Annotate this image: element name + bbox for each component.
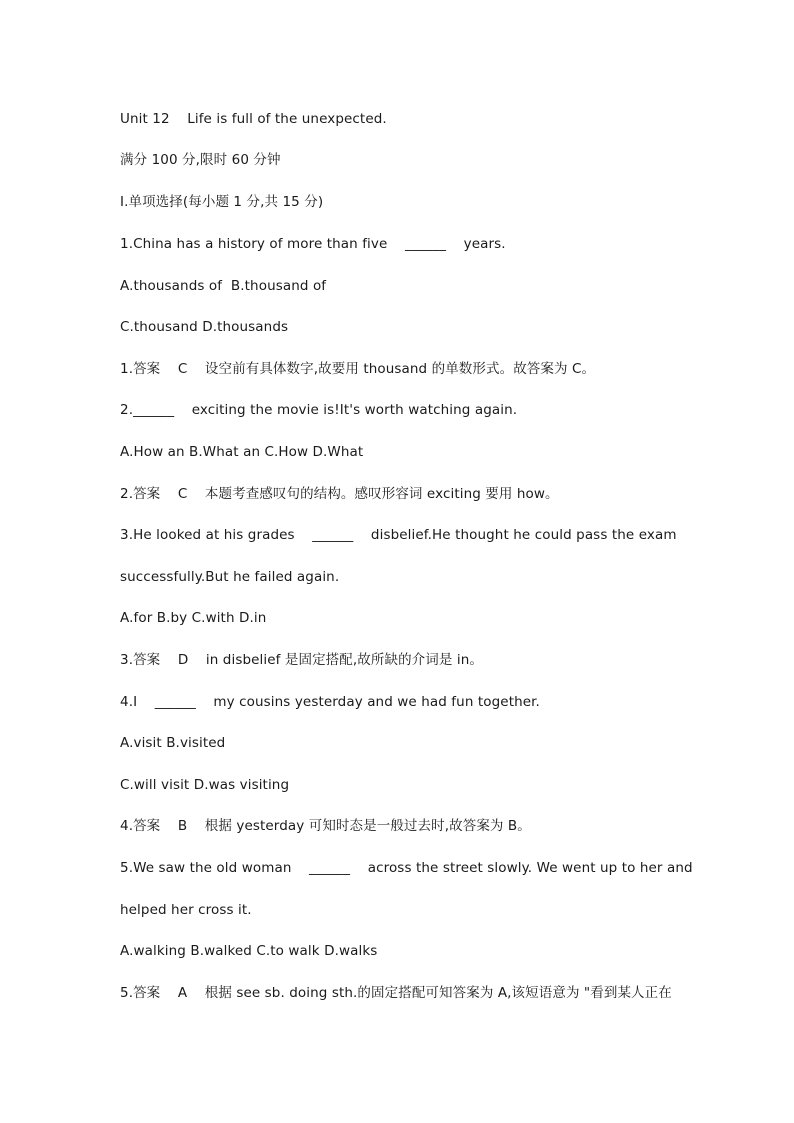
question-2: 2.______ exciting the movie is!It's worth watching again. [120,402,518,418]
section-heading: Ⅰ.单项选择(每小题 1 分,共 15 分) [120,194,324,210]
answer-3: 3.答案 D in disbelief 是固定搭配,故所缺的介词是 in。 [120,652,483,668]
question-5-options: A.walking B.walked C.to walk D.walks [120,943,378,959]
answer-1: 1.答案 C 设空前有具体数字,故要用 thousand 的单数形式。故答案为 C。 [120,361,596,377]
answer-5: 5.答案 A 根据 see sb. doing sth.的固定搭配可知答案为 A,该短语意为 "看到某人正在 [120,985,672,1001]
question-3-options: A.for B.by C.with D.in [120,610,267,626]
answer-2: 2.答案 C 本题考查感叹句的结构。感叹形容词 exciting 要用 how。 [120,486,559,502]
question-4-options-a: A.visit B.visited [120,735,226,751]
question-4: 4.I ______ my cousins yesterday and we had fun together. [120,694,540,710]
question-1-options-b: C.thousand D.thousands [120,319,289,335]
answer-4: 4.答案 B 根据 yesterday 可知时态是一般过去时,故答案为 B。 [120,818,531,834]
question-3-continued: successfully.But he failed again. [120,569,340,585]
question-5-continued: helped her cross it. [120,902,252,918]
question-4-options-b: C.will visit D.was visiting [120,777,290,793]
question-2-options: A.How an B.What an C.How D.What [120,444,364,460]
question-5: 5.We saw the old woman ______ across the street slowly. We went up to her and [120,860,693,876]
question-1-options-a: A.thousands of B.thousand of [120,278,327,294]
document-title: Unit 12 Life is full of the unexpected. [120,111,387,127]
question-3: 3.He looked at his grades ______ disbelief.He thought he could pass the exam [120,527,677,543]
question-1: 1.China has a history of more than five ______ years. [120,236,506,252]
exam-meta: 满分 100 分,限时 60 分钟 [120,152,281,168]
